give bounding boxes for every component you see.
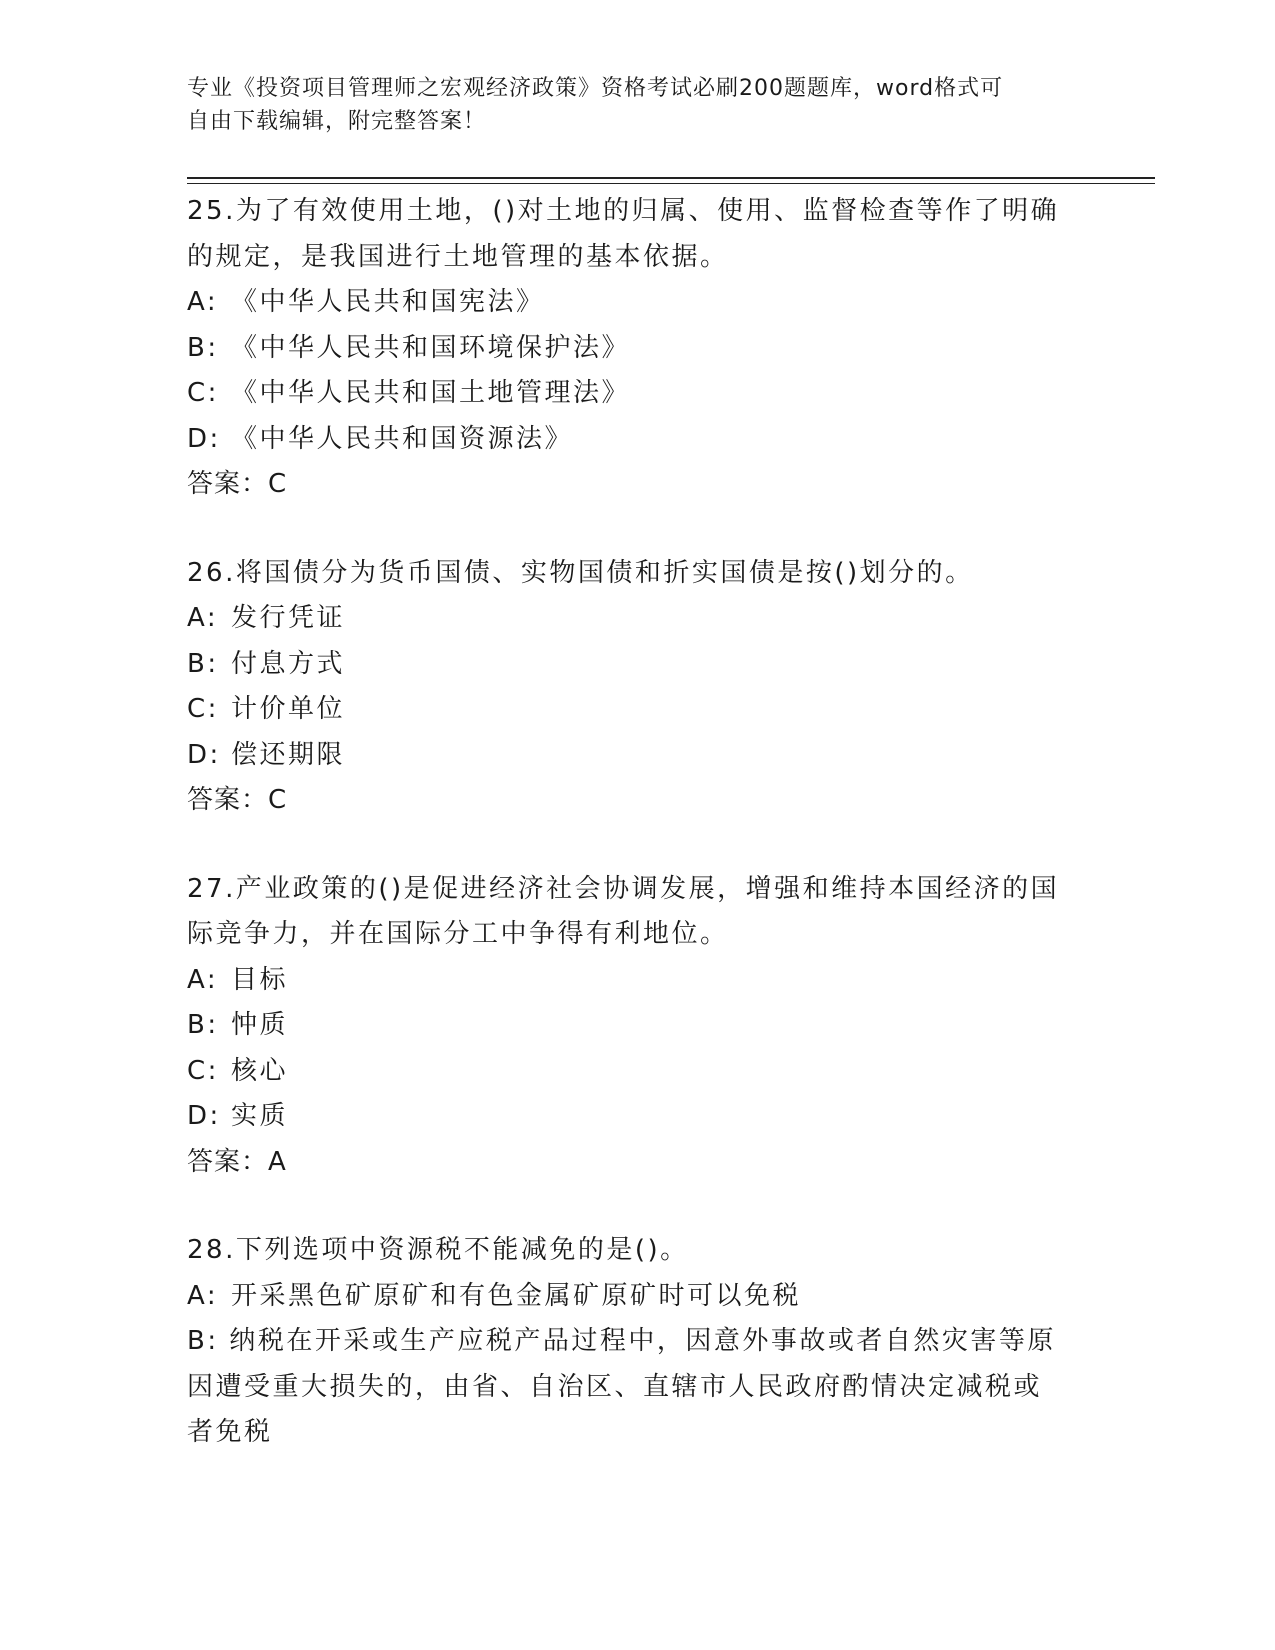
question-stem: 28.下列选项中资源税不能减免的是()。: [187, 1235, 689, 1265]
option-text: 《中华人民共和国土地管理法》: [231, 378, 631, 408]
option-b: [187, 326, 1077, 372]
option-a: [187, 280, 1077, 326]
option-c: [187, 687, 1077, 733]
option-text: 核心: [231, 1055, 289, 1086]
question-stem: 27.产业政策的()是促进经济社会协调发展，增强和维持本国经济的国: [187, 873, 1060, 904]
question-stem-continued: 的规定，是我国进行土地管理的基本依据。: [187, 241, 729, 272]
question-stem-continued: 际竞争力，并在国际分工中争得有利地位。: [187, 919, 729, 949]
option-d: [187, 733, 1077, 779]
option-a: [187, 1274, 1077, 1320]
option-key: A:: [187, 964, 219, 995]
question-stem: 25.为了有效使用土地，()对土地的归属、使用、监督检查等作了明确: [187, 196, 1060, 226]
option-key: A:: [187, 287, 219, 317]
option-text: 忡质: [231, 1010, 289, 1040]
option-d: [187, 417, 1077, 463]
question-25: [187, 189, 1077, 508]
option-b-line-2: 因遭受重大损失的，由省、自治区、直辖市人民政府酌情决定减税或: [187, 1371, 1043, 1402]
option-text: 目标: [231, 964, 289, 995]
option-key: C:: [187, 1055, 219, 1086]
option-key: D:: [187, 1101, 221, 1131]
option-text: 《中华人民共和国资源法》: [231, 423, 574, 454]
option-key: C:: [187, 378, 219, 408]
question-27: [187, 867, 1077, 1186]
spacer: [187, 824, 1077, 867]
option-key: A:: [187, 1280, 219, 1311]
document-header: [187, 72, 1087, 138]
header-divider-thick: [187, 177, 1155, 179]
header-divider-thin: [187, 183, 1155, 184]
option-key: D:: [187, 739, 221, 770]
option-d: [187, 1094, 1077, 1140]
option-text: 发行凭证: [231, 603, 346, 633]
question-26: [187, 551, 1077, 824]
header-line-2: 自由下载编辑，附完整答案！: [187, 109, 487, 134]
option-key: B:: [187, 648, 219, 679]
header-line-1: 专业《投资项目管理师之宏观经济政策》资格考试必刷200题题库，word格式可: [187, 76, 1004, 101]
option-key: A:: [187, 603, 219, 633]
option-text: 实质: [231, 1101, 289, 1131]
option-b: [187, 642, 1077, 688]
option-key: B:: [187, 332, 219, 363]
option-text: 付息方式: [231, 648, 346, 679]
option-a: [187, 958, 1077, 1004]
option-b-line-1: B: 纳税在开采或生产应税产品过程中，因意外事故或者自然灾害等原: [187, 1326, 1056, 1356]
option-key: C:: [187, 694, 219, 724]
option-b-line-3: 者免税: [187, 1417, 273, 1447]
question-list: [187, 189, 1077, 1456]
option-c: [187, 371, 1077, 417]
option-a: [187, 596, 1077, 642]
answer-line: 答案：C: [187, 469, 288, 499]
option-c: [187, 1049, 1077, 1095]
question-28: [187, 1228, 1077, 1456]
option-text: 偿还期限: [231, 739, 346, 770]
option-b: [187, 1003, 1077, 1049]
option-key: B:: [187, 1010, 219, 1040]
option-text: 计价单位: [231, 694, 346, 724]
option-text: 开采黑色矿原矿和有色金属矿原矿时可以免税: [231, 1280, 802, 1311]
option-key: D:: [187, 423, 221, 454]
question-stem: 26.将国债分为货币国债、实物国债和折实国债是按()划分的。: [187, 557, 974, 588]
option-text: 《中华人民共和国宪法》: [231, 287, 545, 317]
spacer: [187, 1185, 1077, 1228]
answer-line: 答案：C: [187, 785, 288, 815]
answer-line: 答案：A: [187, 1146, 287, 1177]
spacer: [187, 508, 1077, 551]
option-text: 《中华人民共和国环境保护法》: [231, 332, 631, 363]
